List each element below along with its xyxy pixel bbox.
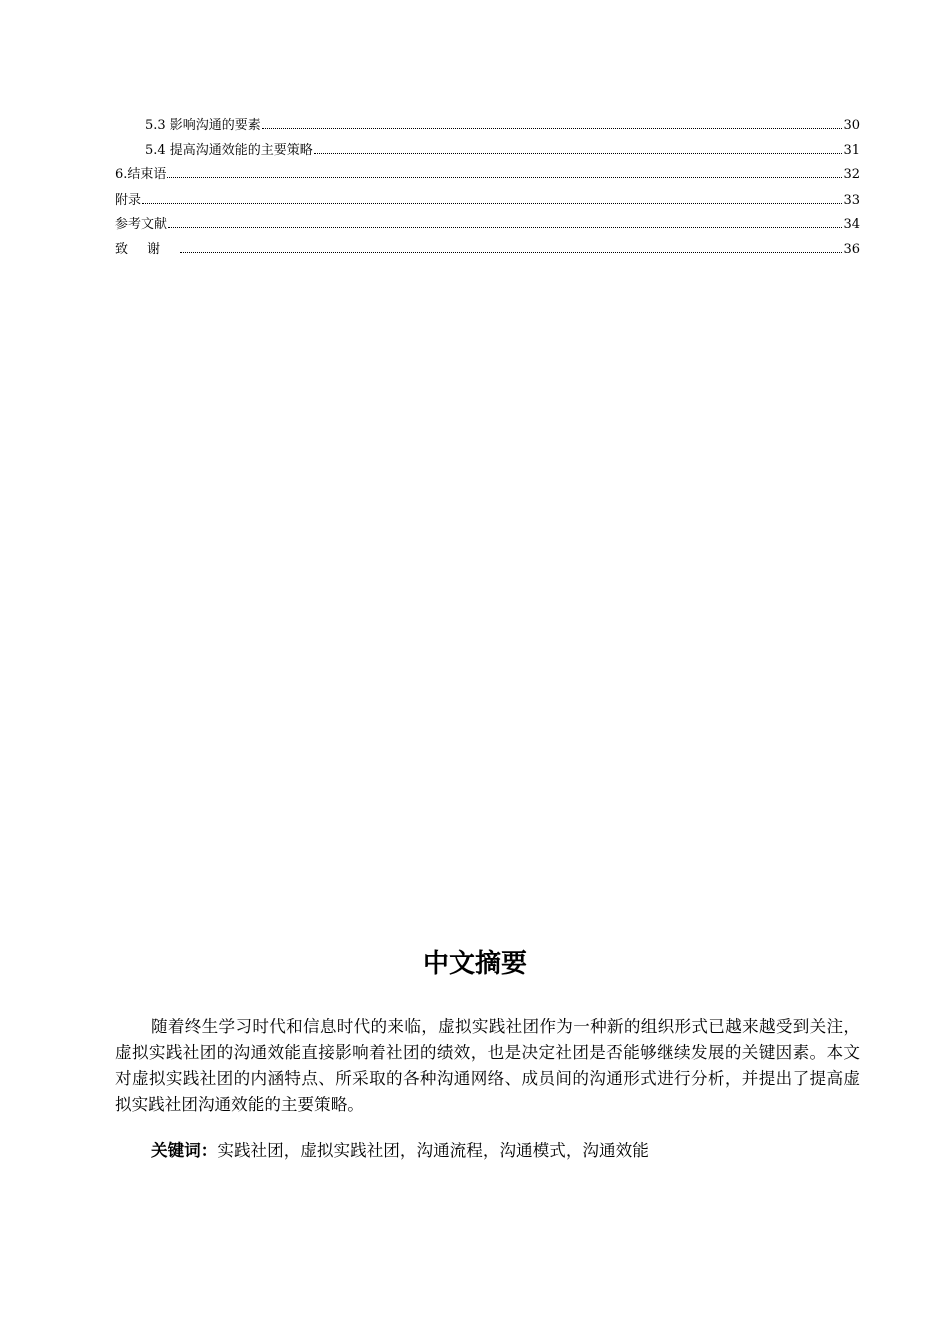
toc-entry-label: 参考文献 <box>115 216 168 232</box>
toc-entry-page: 32 <box>843 167 860 183</box>
keywords-list: 实践社团，虚拟实践社团，沟通流程，沟通模式，沟通效能 <box>217 1141 649 1160</box>
toc-entry-appendix[interactable] <box>115 190 860 215</box>
toc-entry-page: 34 <box>843 217 860 233</box>
toc-entry-label: 致谢 <box>115 240 180 256</box>
toc-entry-page: 33 <box>843 192 860 208</box>
toc-entry-page: 31 <box>843 142 860 158</box>
toc-entry-references[interactable] <box>115 214 860 239</box>
toc-entry-5-4[interactable] <box>115 141 860 166</box>
toc-entry-5-3[interactable] <box>115 116 860 141</box>
toc-leader-dots <box>168 226 842 228</box>
abstract-body: 随着终生学习时代和信息时代的来临，虚拟实践社团作为一种新的组织形式已越来越受到关注，虚拟实践社团的沟通效能直接影响着社团的绩效，也是决定社团是否能够继续发展的关键因素。本文对虚拟实践社团的内涵特点、所采取的各种沟通网络、成员间的沟通形式进行分析，并提出了提高虚拟实践社团沟通效能的主要策略。 <box>115 1017 860 1114</box>
abstract-title: 中文摘要 <box>422 949 527 979</box>
table-of-contents <box>115 116 860 264</box>
keywords-label: 关键词： <box>151 1141 218 1160</box>
toc-entry-page: 36 <box>843 241 860 257</box>
toc-entry-page: 30 <box>843 118 860 133</box>
toc-entry-label: 6.结束语 <box>115 167 167 183</box>
keywords-line <box>151 1138 649 1164</box>
toc-entry-6[interactable] <box>115 165 860 190</box>
toc-leader-dots <box>180 251 842 253</box>
toc-entry-label: 5.3 影响沟通的要素 <box>145 118 261 133</box>
toc-leader-dots <box>167 176 842 178</box>
toc-entry-acknowledgements[interactable] <box>115 239 860 264</box>
toc-leader-dots <box>262 127 843 129</box>
toc-entry-label: 附录 <box>115 191 142 207</box>
toc-leader-dots <box>142 202 842 204</box>
toc-leader-dots <box>314 152 843 154</box>
toc-entry-label: 5.4 提高沟通效能的主要策略 <box>145 142 313 158</box>
